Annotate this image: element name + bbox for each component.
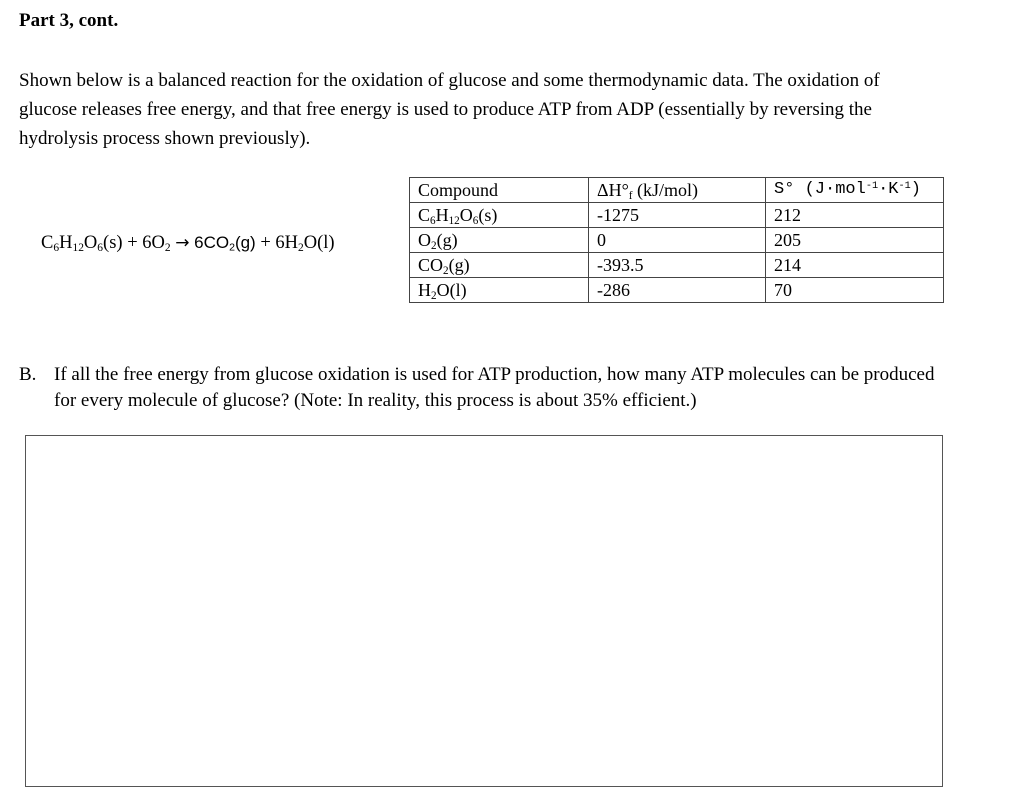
product-water: $6H_2O(l)$: [275, 233, 335, 254]
cell-compound: $O_2(g)$: [410, 228, 589, 253]
cell-entropy: 70: [766, 278, 944, 303]
header-entropy: S° $(J\cdot mol^{-1}\cdot K^{-1})$: [766, 178, 944, 203]
cell-entropy: 214: [766, 253, 944, 278]
table-row: [410, 203, 944, 228]
question-text: If all the free energy from glucose oxidation is used for ATP production, how many ATP molecules can be produced for every molecule of glucose? (Note: In reality, this process is about 35% efficient.): [54, 364, 935, 411]
plus-sign: +: [127, 233, 138, 253]
header-compound: Compound: [410, 178, 589, 203]
table-header-row: [410, 178, 944, 203]
table-row: [410, 278, 944, 303]
answer-box[interactable]: [25, 435, 943, 787]
product-co2: $6CO_2(g)$: [194, 233, 256, 254]
cell-entropy: 205: [766, 228, 944, 253]
cell-compound: $CO_2(g)$: [410, 253, 589, 278]
cell-compound: $C_6H_{12}O_6(s)$: [410, 203, 589, 228]
cell-enthalpy: -286: [589, 278, 766, 303]
plus-sign: +: [260, 233, 271, 253]
question-b: [19, 362, 959, 414]
table-row: [410, 253, 944, 278]
cell-enthalpy: -1275: [589, 203, 766, 228]
header-enthalpy: $\Delta H^\circ_f$ (kJ/mol): [589, 178, 766, 203]
intro-paragraph: Shown below is a balanced reaction for the oxidation of glucose and some thermodynamic data. The oxidation of glucose releases free energy, and that free energy is used to produce ATP from ADP (essentially by reversing the hydrolysis process shown previously).: [19, 70, 880, 149]
cell-compound: $H_2O(l)$: [410, 278, 589, 303]
reaction-equation: [41, 233, 335, 254]
reaction-arrow: →: [175, 233, 190, 253]
table-row: [410, 228, 944, 253]
thermo-data-table: [409, 177, 944, 303]
question-letter: B.: [19, 364, 37, 385]
table-body: [410, 203, 944, 303]
reactant-glucose: $C_6H_{12}O_6(s)$: [41, 233, 123, 254]
cell-enthalpy: 0: [589, 228, 766, 253]
reactant-oxygen: $6O_2$: [142, 233, 171, 254]
cell-enthalpy: -393.5: [589, 253, 766, 278]
cell-entropy: 212: [766, 203, 944, 228]
section-heading: Part 3, cont.: [19, 10, 119, 31]
